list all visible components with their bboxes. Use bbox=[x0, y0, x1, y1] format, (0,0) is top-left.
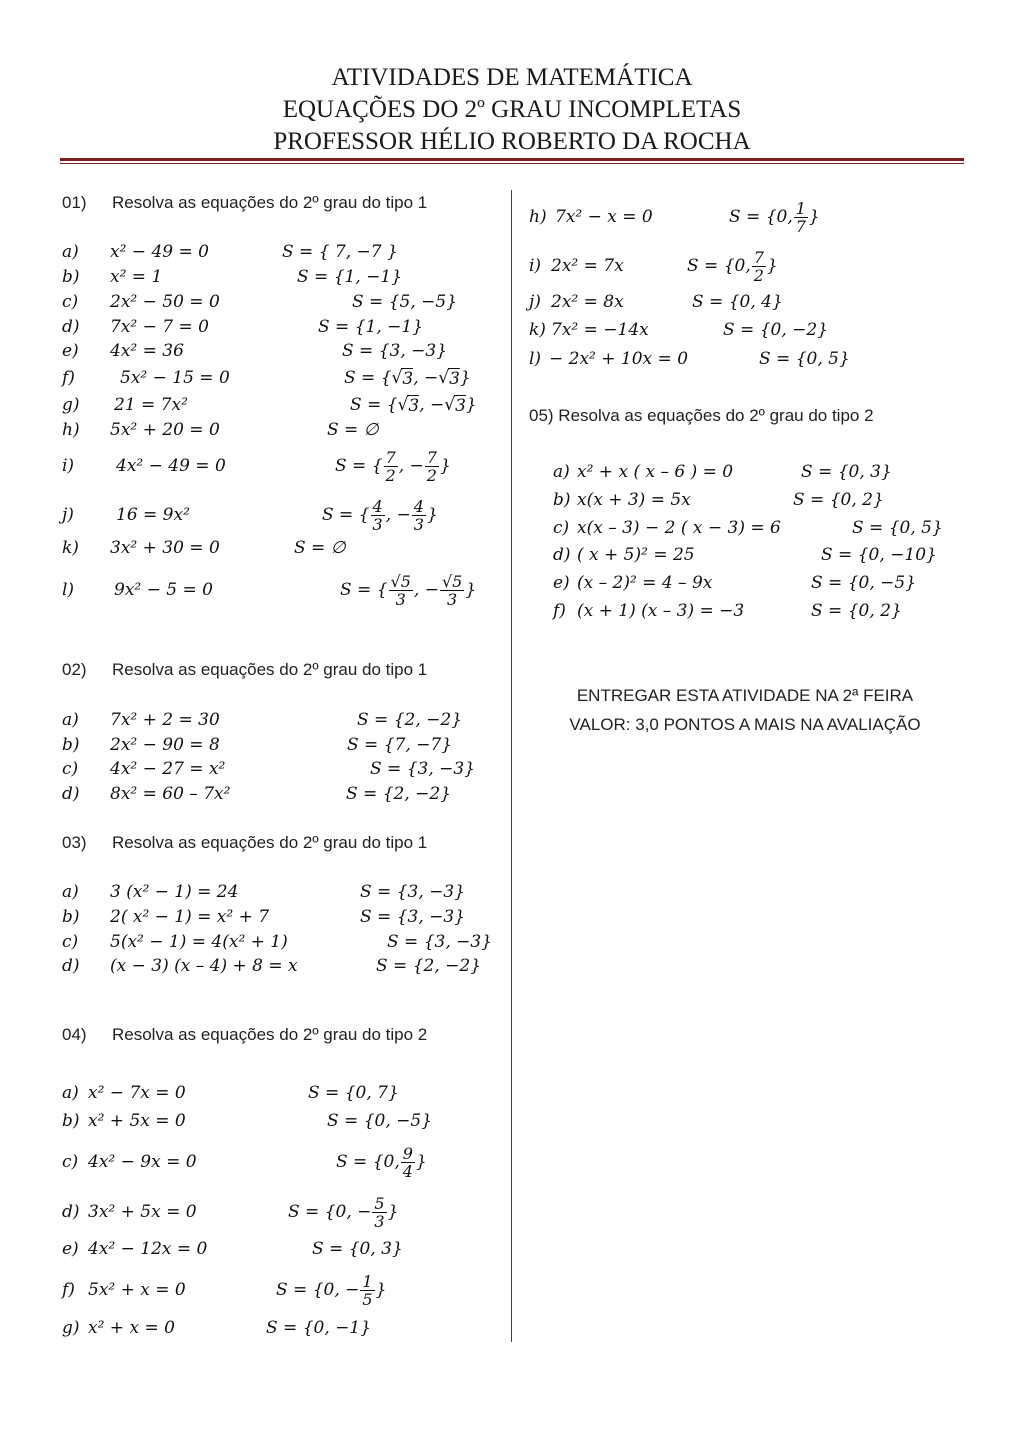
item-label: e) bbox=[553, 573, 570, 593]
item-label: d) bbox=[62, 1202, 80, 1222]
item-label: a) bbox=[62, 1083, 79, 1103]
item-label: d) bbox=[62, 784, 80, 804]
solution: S = {5, −5} bbox=[352, 292, 458, 312]
exercise-item bbox=[62, 732, 453, 758]
exercise-item bbox=[529, 198, 820, 236]
item-label: j) bbox=[62, 505, 74, 525]
exercise-item bbox=[529, 346, 850, 372]
solution: S = {2, −2} bbox=[357, 710, 463, 730]
solution: S = {0, 2} bbox=[811, 601, 902, 621]
solution: S = {0, $\frac{9}{4}$ } bbox=[336, 1143, 427, 1181]
equation: x² + x ( x – 6 ) = 0 bbox=[577, 462, 734, 482]
item-label: d) bbox=[553, 545, 571, 565]
solution: S = {3, −3} bbox=[370, 759, 476, 779]
column-divider bbox=[511, 190, 512, 1342]
exercise-item bbox=[62, 929, 493, 955]
equation: 2x² − 90 = 8 bbox=[110, 735, 220, 755]
exercise-item bbox=[62, 338, 448, 364]
exercise-item bbox=[553, 515, 943, 541]
item-label: g) bbox=[62, 395, 80, 415]
equation: ( x + 5)² = 25 bbox=[577, 545, 695, 565]
item-label: f) bbox=[62, 368, 75, 388]
equation: 16 = 9x² bbox=[116, 505, 190, 525]
solution: S = {1, −1} bbox=[297, 267, 403, 287]
exercise-item bbox=[62, 781, 452, 807]
equation: 7x² = −14x bbox=[551, 320, 649, 340]
item-label: a) bbox=[62, 242, 79, 262]
question-number: 02) bbox=[62, 660, 87, 679]
solution: S = ∅ bbox=[294, 538, 346, 558]
item-label: f) bbox=[553, 601, 566, 621]
exercise-item bbox=[62, 417, 379, 443]
solution: S = {√ 3 , −√ 3 } bbox=[350, 395, 477, 416]
equation: 2x² − 50 = 0 bbox=[110, 292, 220, 312]
exercise-item bbox=[553, 542, 937, 568]
solution: S = {0, 3} bbox=[312, 1239, 403, 1259]
item-label: l) bbox=[529, 349, 542, 369]
item-label: c) bbox=[62, 759, 79, 779]
header-rule bbox=[60, 158, 964, 161]
exercise-item bbox=[529, 247, 778, 285]
equation: 7x² − x = 0 bbox=[555, 207, 653, 227]
equation: 5x² + x = 0 bbox=[88, 1280, 186, 1300]
equation: x² − 7x = 0 bbox=[88, 1083, 186, 1103]
solution: S = {3, −3} bbox=[360, 907, 466, 927]
item-label: g) bbox=[62, 1318, 80, 1338]
solution: S = {0, 2} bbox=[793, 490, 884, 510]
exercise-item bbox=[62, 953, 482, 979]
item-label: b) bbox=[62, 1111, 80, 1131]
equation: x(x – 3) − 2 ( x − 3) = 6 bbox=[577, 518, 781, 538]
item-label: k) bbox=[529, 320, 546, 340]
equation: 4x² = 36 bbox=[110, 341, 184, 361]
equation: (x + 1) (x – 3) = −3 bbox=[577, 601, 745, 621]
equation: 2x² = 7x bbox=[551, 256, 624, 276]
exercise-item bbox=[62, 756, 476, 782]
item-label: c) bbox=[62, 932, 79, 952]
item-label: a) bbox=[62, 710, 79, 730]
equation: (x – 2)² = 4 – 9x bbox=[577, 573, 713, 593]
solution: S = {0, 4} bbox=[692, 292, 783, 312]
equation: 21 = 7x² bbox=[114, 395, 188, 415]
equation: 9x² − 5 = 0 bbox=[114, 580, 213, 600]
exercise-item bbox=[62, 392, 477, 418]
header-subtitle: EQUAÇÕES DO 2º GRAU INCOMPLETAS bbox=[282, 96, 742, 123]
solution: S = {0, −2} bbox=[723, 320, 829, 340]
item-label: e) bbox=[62, 1239, 79, 1259]
exercise-item bbox=[62, 707, 463, 733]
exercise-item bbox=[62, 447, 451, 485]
header-title: ATIVIDADES DE MATEMÁTICA bbox=[331, 64, 693, 91]
solution: S = {0, − $\frac{1}{5}$ } bbox=[276, 1271, 387, 1309]
equation: 3x² + 30 = 0 bbox=[110, 538, 220, 558]
solution: S = {0, 3} bbox=[801, 462, 892, 482]
item-label: b) bbox=[553, 490, 571, 510]
equation: 4x² − 27 = x² bbox=[110, 759, 226, 779]
item-label: e) bbox=[62, 341, 79, 361]
value-note: VALOR: 3,0 PONTOS A MAIS NA AVALIAÇÃO bbox=[569, 715, 921, 734]
exercise-item bbox=[62, 314, 424, 340]
exercise-item bbox=[62, 879, 466, 905]
equation: x² + 5x = 0 bbox=[88, 1111, 186, 1131]
solution: S = { $\frac{√5}{3}$ , − $\frac{√5}{3}$ } bbox=[340, 571, 477, 609]
exercise-item bbox=[62, 1271, 387, 1309]
equation: 3x² + 5x = 0 bbox=[88, 1202, 197, 1222]
item-label: a) bbox=[62, 882, 79, 902]
exercise-item bbox=[529, 289, 783, 315]
solution: S = ∅ bbox=[327, 420, 379, 440]
solution: S = {0, −5} bbox=[327, 1111, 433, 1131]
solution: S = {0, − $\frac{5}{3}$ } bbox=[288, 1193, 399, 1231]
exercise-item bbox=[553, 570, 917, 596]
item-label: h) bbox=[62, 420, 80, 440]
question-01-title bbox=[62, 193, 427, 213]
item-label: i) bbox=[529, 256, 542, 276]
exercise-item bbox=[62, 289, 458, 315]
equation: 5x² + 20 = 0 bbox=[110, 420, 220, 440]
equation: 5x² − 15 = 0 bbox=[120, 368, 230, 388]
exercise-item bbox=[62, 1315, 372, 1341]
exercise-item bbox=[62, 496, 438, 534]
item-label: i) bbox=[62, 456, 75, 476]
equation: 5(x² − 1) = 4(x² + 1) bbox=[110, 932, 288, 952]
exercise-item bbox=[553, 598, 902, 624]
question-text: Resolva as equações do 2º grau do tipo 2 bbox=[112, 1025, 428, 1044]
question-text: Resolva as equações do 2º grau do tipo 1 bbox=[112, 833, 428, 852]
exercise-item bbox=[62, 365, 471, 391]
solution: S = {0, −1} bbox=[266, 1318, 372, 1338]
question-04-title bbox=[62, 1025, 427, 1045]
question-text: Resolva as equações do 2º grau do tipo 1 bbox=[112, 660, 428, 679]
solution: S = {2, −2} bbox=[376, 956, 482, 976]
exercise-item bbox=[62, 239, 398, 265]
exercise-item bbox=[62, 1080, 399, 1106]
exercise-item bbox=[62, 571, 477, 609]
exercise-item bbox=[62, 904, 466, 930]
solution: S = { $\frac{7}{2}$ , − $\frac{7}{2}$ } bbox=[335, 447, 451, 485]
solution: S = {0, −5} bbox=[811, 573, 917, 593]
solution: S = {0, 7} bbox=[308, 1083, 399, 1103]
solution: S = {√ 3 , −√ 3 } bbox=[344, 368, 471, 389]
item-label: b) bbox=[62, 907, 80, 927]
solution: S = {0, $\frac{1}{7}$ } bbox=[729, 198, 820, 236]
equation: 2x² = 8x bbox=[551, 292, 624, 312]
solution: S = {3, −3} bbox=[360, 882, 466, 902]
solution: S = {1, −1} bbox=[318, 317, 424, 337]
question-text: Resolva as equações do 2º grau do tipo 1 bbox=[112, 193, 428, 212]
item-label: k) bbox=[62, 538, 79, 558]
exercise-item bbox=[553, 459, 892, 485]
item-label: d) bbox=[62, 956, 80, 976]
item-label: h) bbox=[529, 207, 547, 227]
solution: S = {0, 5} bbox=[852, 518, 943, 538]
equation: 7x² − 7 = 0 bbox=[110, 317, 209, 337]
item-label: a) bbox=[553, 462, 570, 482]
equation: (x − 3) (x – 4) + 8 = x bbox=[110, 956, 298, 976]
equation: 4x² − 9x = 0 bbox=[88, 1152, 197, 1172]
question-number: 04) bbox=[62, 1025, 87, 1044]
solution: S = { $\frac{4}{3}$ , − $\frac{4}{3}$ } bbox=[322, 496, 438, 534]
item-label: c) bbox=[62, 292, 79, 312]
item-label: l) bbox=[62, 580, 75, 600]
solution: S = {3, −3} bbox=[342, 341, 448, 361]
exercise-item bbox=[529, 317, 829, 343]
equation: x² − 49 = 0 bbox=[110, 242, 209, 262]
item-label: c) bbox=[62, 1152, 79, 1172]
exercise-item bbox=[62, 264, 403, 290]
exercise-item bbox=[62, 535, 346, 561]
exercise-item bbox=[62, 1143, 427, 1181]
equation: 2( x² − 1) = x² + 7 bbox=[110, 907, 270, 927]
item-label: c) bbox=[553, 518, 570, 538]
equation: 8x² = 60 – 7x² bbox=[110, 784, 231, 804]
exercise-item bbox=[553, 487, 884, 513]
solution: S = {0, $\frac{7}{2}$ } bbox=[687, 247, 778, 285]
solution: S = {2, −2} bbox=[346, 784, 452, 804]
exercise-item bbox=[62, 1236, 403, 1262]
solution: S = {0, −10} bbox=[821, 545, 937, 565]
equation: − 2x² + 10x = 0 bbox=[549, 349, 689, 369]
solution: S = {0, 5} bbox=[759, 349, 850, 369]
equation: x² = 1 bbox=[110, 267, 163, 287]
page-header bbox=[0, 62, 1024, 158]
header-rule-thin bbox=[60, 163, 964, 164]
equation: 4x² − 49 = 0 bbox=[116, 456, 226, 476]
header-author: PROFESSOR HÉLIO ROBERTO DA ROCHA bbox=[273, 128, 751, 155]
solution: S = { 7, −7 } bbox=[282, 242, 398, 262]
question-05-title: 05) Resolva as equações do 2º grau do tipo 2 bbox=[529, 406, 874, 425]
equation: 3 (x² − 1) = 24 bbox=[110, 882, 239, 902]
equation: x² + x = 0 bbox=[88, 1318, 175, 1338]
question-03-title bbox=[62, 833, 427, 853]
equation: 7x² + 2 = 30 bbox=[110, 710, 220, 730]
question-number: 03) bbox=[62, 833, 87, 852]
item-label: b) bbox=[62, 735, 80, 755]
item-label: f) bbox=[62, 1280, 75, 1300]
item-label: j) bbox=[529, 292, 541, 312]
delivery-note: ENTREGAR ESTA ATIVIDADE NA 2ª FEIRA bbox=[576, 686, 914, 705]
question-02-title bbox=[62, 660, 427, 680]
item-label: d) bbox=[62, 317, 80, 337]
solution: S = {7, −7} bbox=[347, 735, 453, 755]
exercise-item bbox=[62, 1108, 433, 1134]
question-number: 01) bbox=[62, 193, 87, 212]
equation: x(x + 3) = 5x bbox=[577, 490, 691, 510]
exercise-item bbox=[62, 1193, 399, 1231]
item-label: b) bbox=[62, 267, 80, 287]
solution: S = {3, −3} bbox=[387, 932, 493, 952]
equation: 4x² − 12x = 0 bbox=[88, 1239, 208, 1259]
